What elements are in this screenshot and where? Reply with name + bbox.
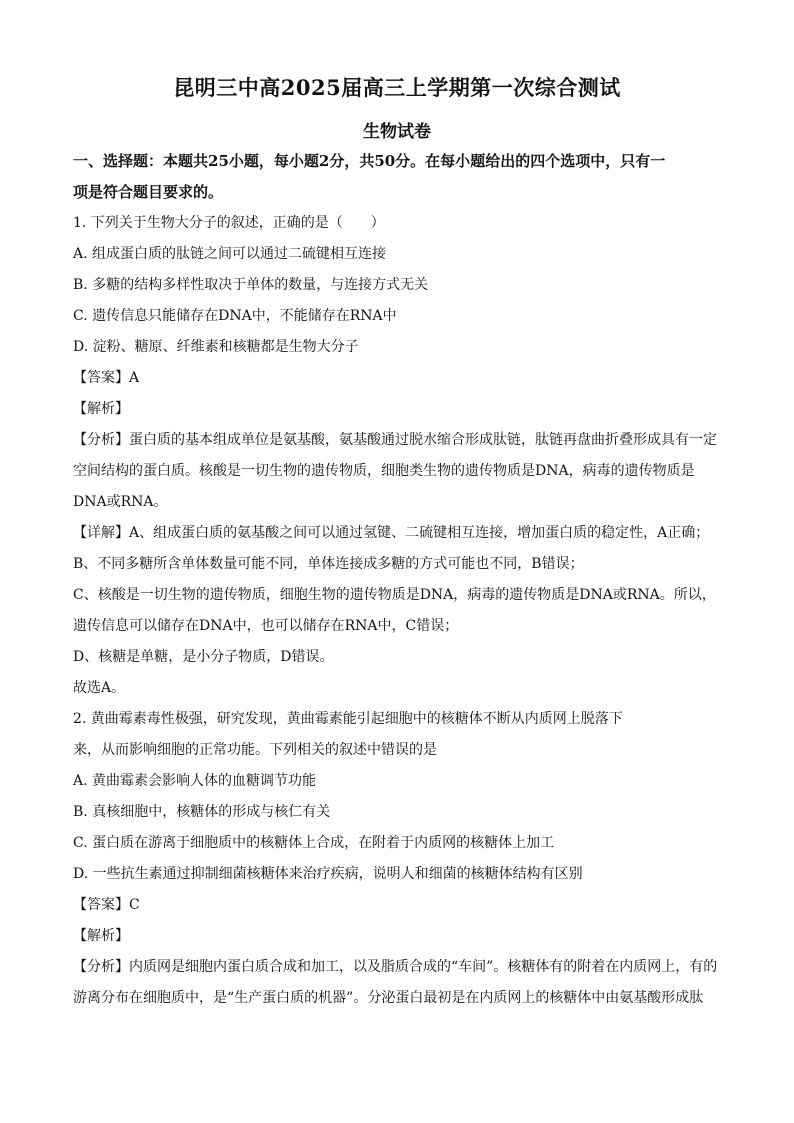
question-2-stem: 2. 黄曲霉素毒性极强，研究发现，黄曲霉素能引起细胞中的核糖体不断从内质网上脱落下 [73,711,623,727]
section-heading: 一、选择题：本题共25小题，每小题2分，共50分。在每小题给出的四个选项中，只有一 [73,152,666,170]
question-1-detail-text: 【详解】A、组成蛋白质的氨基酸之间可以通过氢键、二硫键相互连接，增加蛋白质的稳定性，A正确； [73,525,710,541]
question-1-option-a: A. 组成蛋白质的肽链之间可以通过二硫键相互连接 [73,246,387,262]
question-1-conclusion: 故选A。 [73,680,126,696]
page-title: 昆明三中高2025届高三上学期第一次综合测试 [173,75,621,100]
question-1-detail-text: C、核酸是一切生物的遗传物质，细胞生物的遗传物质是DNA，病毒的遗传物质是DNA或RNA。所以， [73,587,716,603]
question-2-option-d: D. 一些抗生素通过抑制细菌核糖体来治疗疾病，说明人和细菌的核糖体结构有区别 [73,866,583,882]
question-2-option-a: A. 黄曲霉素会影响人体的血糖调节功能 [73,773,317,789]
question-1-detail-text: 遗传信息可以储存在DNA中，也可以储存在RNA中，C错误； [73,618,459,634]
question-1-stem: 1. 下列关于生物大分子的叙述，正确的是（ ） [73,215,385,231]
page-subtitle: 生物试卷 [363,122,431,142]
question-2-analysis-text: 游离分布在细胞质中，是“生产蛋白质的机器”。分泌蛋白最初是在内质网上的核糖体中由氨基酸形成肽 [73,990,704,1006]
question-1-detail-text: B、不同多糖所含单体数量可能不同，单体连接成多糖的方式可能也不同，B错误； [73,556,584,572]
question-2-answer: 【答案】C [73,897,140,913]
question-2-option-b: B. 真核细胞中，核糖体的形成与核仁有关 [73,804,331,820]
question-1-option-c: C. 遗传信息只能储存在DNA中，不能储存在RNA中 [73,308,397,324]
section-heading-cont: 项是符合题目要求的。 [73,183,224,201]
question-1-detail-text: D、核糖是单糖，是小分子物质，D错误。 [73,649,334,665]
question-2-option-c: C. 蛋白质在游离于细胞质中的核糖体上合成，在附着于内质网的核糖体上加工 [73,835,555,851]
question-1-analysis-text: 【分析】蛋白质的基本组成单位是氨基酸，氨基酸通过脱水缩合形成肽链，肽链再盘曲折叠形成具有一定 [73,432,717,448]
question-1-option-b: B. 多糖的结构多样性取决于单体的数量，与连接方式无关 [73,277,429,293]
question-1-analysis-text: DNA或RNA。 [73,494,168,510]
question-2-analysis-text: 【分析】内质网是细胞内蛋白质合成和加工，以及脂质合成的“车间”。核糖体有的附着在内质网上，有的 [73,959,718,975]
question-2-stem: 来，从而影响细胞的正常功能。下列相关的叙述中错误的是 [73,742,437,758]
question-1-option-d: D. 淀粉、糖原、纤维素和核糖都是生物大分子 [73,339,359,355]
question-1-analysis-text: 空间结构的蛋白质。核酸是一切生物的遗传物质，细胞类生物的遗传物质是DNA，病毒的遗传物质是 [73,463,695,479]
question-2-analysis-label: 【解析】 [73,928,129,944]
question-1-analysis-label: 【解析】 [73,401,129,417]
question-1-answer: 【答案】A [73,370,140,386]
